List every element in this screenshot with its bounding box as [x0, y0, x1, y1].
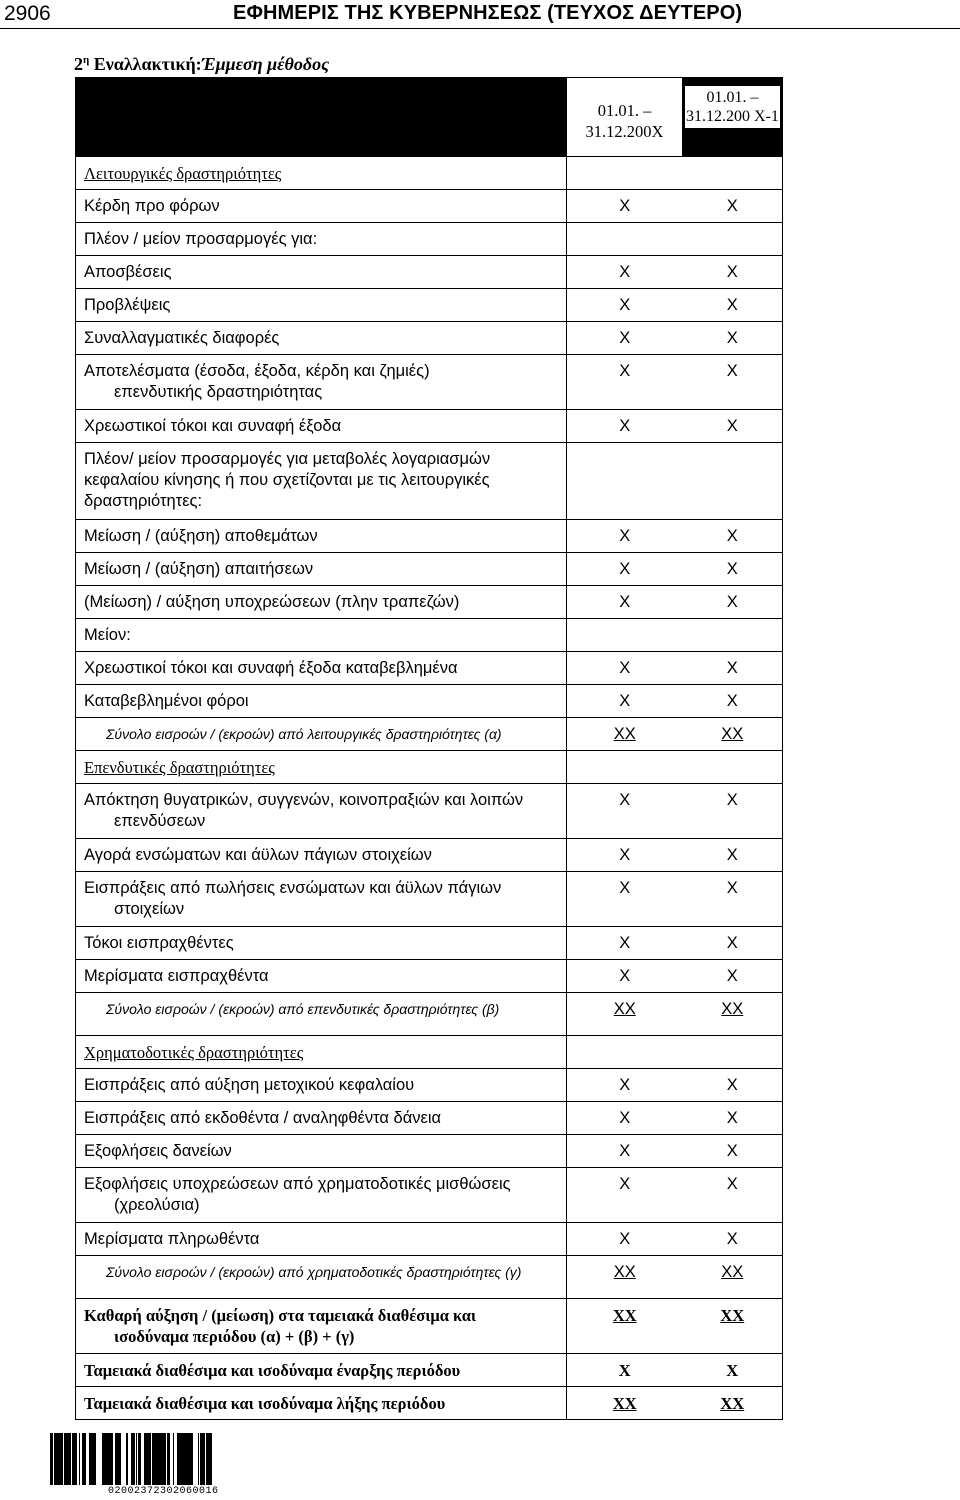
row-value-previous: Χ: [683, 410, 783, 443]
table-row: [76, 993, 783, 1036]
table-row: [76, 410, 783, 443]
row-label: [76, 1102, 567, 1135]
row-label: [76, 652, 567, 685]
table-row: [76, 784, 783, 839]
row-label: [76, 289, 567, 322]
row-value-current: Χ: [567, 1223, 683, 1256]
row-label: [76, 355, 567, 410]
table-row: [76, 1069, 783, 1102]
header-previous-period: [683, 78, 783, 157]
row-label-continuation: επενδυτικής δραστηριότητας: [114, 383, 323, 401]
row-value-current: Χ: [567, 784, 683, 839]
row-label-text: Μερίσματα εισπραχθέντα: [84, 967, 269, 985]
row-value-previous: Χ: [683, 586, 783, 619]
row-label-text: Καθαρή αύξηση / (μείωση) στα ταμειακά διαθέσιμα και: [84, 1306, 477, 1325]
table-row: [76, 960, 783, 993]
row-value-current: Χ: [567, 520, 683, 553]
table-row: [76, 751, 783, 784]
table-row: [76, 190, 783, 223]
row-blank-values: [567, 223, 783, 256]
cash-flow-table: [75, 77, 783, 1420]
row-value-current: Χ: [567, 685, 683, 718]
table-row: [76, 1387, 783, 1420]
row-label: [76, 619, 567, 652]
row-label: [76, 520, 567, 553]
header-blank-cell: [76, 78, 567, 157]
row-label: [76, 586, 567, 619]
table-row: [76, 1256, 783, 1299]
table-row: [76, 289, 783, 322]
row-label-text: Πλέον / μείον προσαρμογές για:: [84, 230, 318, 248]
row-value-current: Χ: [567, 1354, 683, 1387]
row-value-current: Χ: [567, 1135, 683, 1168]
row-label-text: Μείωση / (αύξηση) απαιτήσεων: [84, 560, 314, 578]
row-label-continuation: (χρεολύσια): [114, 1196, 200, 1214]
row-label-text: Κέρδη προ φόρων: [84, 197, 220, 215]
section-label: Εναλλακτική:: [93, 54, 202, 74]
row-blank-values: [567, 157, 783, 190]
row-value-previous: Χ: [683, 553, 783, 586]
table-row: [76, 1223, 783, 1256]
row-label: [76, 1256, 567, 1299]
row-value-previous: Χ: [683, 652, 783, 685]
row-blank-values: [567, 619, 783, 652]
barcode-number: 02002372302060016: [108, 1486, 219, 1497]
row-value-current: ΧΧ: [567, 993, 683, 1036]
table-row: [76, 839, 783, 872]
row-value-current: ΧΧ: [567, 718, 683, 751]
row-value-current: Χ: [567, 960, 683, 993]
row-label: [76, 443, 567, 520]
row-label: [76, 1135, 567, 1168]
row-label-text: Εισπράξεις από εκδοθέντα / αναληφθέντα δάνεια: [84, 1109, 442, 1127]
row-value-previous: Χ: [683, 685, 783, 718]
table-row: [76, 322, 783, 355]
table-row: [76, 223, 783, 256]
row-label: [76, 553, 567, 586]
row-label-text: Χρεωστικοί τόκοι και συναφή έξοδα: [84, 417, 342, 435]
row-label: [76, 157, 567, 190]
row-label-text: Χρεωστικοί τόκοι και συναφή έξοδα καταβεβλημένα: [84, 659, 458, 677]
row-label: [76, 256, 567, 289]
table-row: [76, 520, 783, 553]
previous-period-label: 01.01. – 31.12.200 Χ-1: [685, 86, 780, 128]
row-value-previous: Χ: [683, 256, 783, 289]
row-label-text: Εισπράξεις από πωλήσεις ενσώματων και άϋλων πάγιων: [84, 879, 502, 897]
row-label-text: Τόκοι εισπραχθέντες: [84, 934, 234, 952]
row-label-text: Επενδυτικές δραστηριότητες: [84, 758, 275, 777]
row-label-text: Συναλλαγματικές διαφορές: [84, 329, 280, 347]
row-label-text: Απόκτηση θυγατρικών, συγγενών, κοινοπραξιών και λοιπών: [84, 791, 524, 809]
row-value-previous: Χ: [683, 784, 783, 839]
row-value-previous: Χ: [683, 872, 783, 927]
table-row: [76, 1299, 783, 1354]
row-label: [76, 685, 567, 718]
table-row: [76, 652, 783, 685]
section-heading: [74, 54, 329, 75]
row-label-text: Εξοφλήσεις δανείων: [84, 1142, 232, 1160]
table-row: [76, 1135, 783, 1168]
row-value-current: ΧΧ: [567, 1256, 683, 1299]
row-value-current: ΧΧ: [567, 1299, 683, 1354]
table-row: [76, 553, 783, 586]
table-row: [76, 355, 783, 410]
table-row: [76, 443, 783, 520]
gazette-title: ΕΦΗΜΕΡΙΣ ΤΗΣ ΚΥΒΕΡΝΗΣΕΩΣ (ΤΕΥΧΟΣ ΔΕΥΤΕΡΟ): [233, 2, 743, 24]
table-row: [76, 619, 783, 652]
row-value-current: Χ: [567, 652, 683, 685]
row-label: [76, 751, 567, 784]
table-row: [76, 586, 783, 619]
row-label-continuation: επενδύσεων: [114, 812, 206, 830]
row-label-text: Πλέον/ μείον προσαρμογές για μεταβολές λογαριασμών κεφαλαίου κίνησης ή που σχετίζονται με τις λειτουργικές δραστηριότητες:: [84, 450, 491, 510]
row-value-current: Χ: [567, 1069, 683, 1102]
row-label: [76, 1168, 567, 1223]
row-label: [76, 1223, 567, 1256]
row-value-current: ΧΧ: [567, 1387, 683, 1420]
table-row: [76, 1354, 783, 1387]
page-header: [0, 0, 960, 29]
barcode-image: [50, 1433, 212, 1485]
row-label: [76, 1299, 567, 1354]
page-number: 2906: [4, 2, 51, 25]
row-value-current: Χ: [567, 410, 683, 443]
row-label-text: Ταμειακά διαθέσιμα και ισοδύναμα έναρξης περιόδου: [84, 1361, 461, 1380]
row-label-continuation: ισοδύναμα περιόδου (α) + (β) + (γ): [114, 1327, 355, 1346]
row-value-current: Χ: [567, 553, 683, 586]
row-value-previous: Χ: [683, 190, 783, 223]
row-label: [76, 322, 567, 355]
row-label-text: Μείωση / (αύξηση) αποθεμάτων: [84, 527, 318, 545]
row-label-text: Εξοφλήσεις υποχρεώσεων από χρηματοδοτικές μισθώσεις: [84, 1175, 511, 1193]
header-current-period: [567, 78, 683, 157]
row-value-previous: Χ: [683, 289, 783, 322]
table-row: [76, 927, 783, 960]
row-blank-values: [567, 443, 783, 520]
row-value-previous: ΧΧ: [683, 993, 783, 1036]
row-value-previous: Χ: [683, 1223, 783, 1256]
table-row: [76, 685, 783, 718]
row-value-previous: Χ: [683, 322, 783, 355]
cash-flow-body: [76, 78, 783, 1420]
row-label: [76, 1354, 567, 1387]
row-label-text: Αποσβέσεις: [84, 263, 172, 281]
row-value-current: Χ: [567, 256, 683, 289]
row-label: [76, 410, 567, 443]
row-value-previous: ΧΧ: [683, 1299, 783, 1354]
row-value-current: Χ: [567, 190, 683, 223]
row-label-text: Μείον:: [84, 626, 131, 644]
row-value-previous: Χ: [683, 1102, 783, 1135]
row-value-current: Χ: [567, 322, 683, 355]
row-value-current: Χ: [567, 355, 683, 410]
row-value-previous: Χ: [683, 839, 783, 872]
row-value-current: Χ: [567, 927, 683, 960]
table-header-row: [76, 78, 783, 157]
row-value-previous: Χ: [683, 520, 783, 553]
row-value-previous: Χ: [683, 960, 783, 993]
row-label-text: Προβλέψεις: [84, 296, 171, 314]
row-label-text: Σύνολο εισροών / (εκροών) από λειτουργικές δραστηριότητες (α): [106, 726, 502, 742]
row-value-previous: ΧΧ: [683, 1256, 783, 1299]
row-label-text: Αγορά ενσώματων και άϋλων πάγιων στοιχείων: [84, 846, 432, 864]
table-row: [76, 157, 783, 190]
row-value-previous: ΧΧ: [683, 718, 783, 751]
row-value-previous: Χ: [683, 1135, 783, 1168]
row-label: [76, 190, 567, 223]
row-label: [76, 1069, 567, 1102]
row-value-previous: Χ: [683, 927, 783, 960]
row-label: [76, 784, 567, 839]
row-label-text: Σύνολο εισροών / (εκροών) από επενδυτικές δραστηριότητες (β): [106, 1001, 500, 1017]
row-label: [76, 927, 567, 960]
row-label: [76, 718, 567, 751]
row-label: [76, 1387, 567, 1420]
row-value-current: Χ: [567, 839, 683, 872]
row-label-text: Ταμειακά διαθέσιμα και ισοδύναμα λήξης περιόδου: [84, 1394, 446, 1413]
row-label-text: Μερίσματα πληρωθέντα: [84, 1230, 260, 1248]
row-value-current: Χ: [567, 1168, 683, 1223]
row-value-previous: Χ: [683, 1354, 783, 1387]
row-value-current: Χ: [567, 1102, 683, 1135]
row-label: [76, 960, 567, 993]
row-value-previous: Χ: [683, 1069, 783, 1102]
row-value-previous: ΧΧ: [683, 1387, 783, 1420]
section-method: Έμμεση μέθοδος: [201, 54, 330, 74]
row-label-text: Αποτελέσματα (έσοδα, έξοδα, κέρδη και ζημιές): [84, 362, 430, 380]
row-label-text: Σύνολο εισροών / (εκροών) από χρηματοδοτικές δραστηριότητες (γ): [106, 1264, 522, 1280]
row-label-text: Χρηματοδοτικές δραστηριότητες: [84, 1043, 304, 1062]
table-row: [76, 1036, 783, 1069]
row-value-previous: Χ: [683, 1168, 783, 1223]
row-value-current: Χ: [567, 872, 683, 927]
row-label-text: Εισπράξεις από αύξηση μετοχικού κεφαλαίου: [84, 1076, 415, 1094]
row-value-previous: Χ: [683, 355, 783, 410]
row-label: [76, 1036, 567, 1069]
row-label: [76, 872, 567, 927]
row-label-continuation: στοιχείων: [114, 900, 185, 918]
row-label-text: (Μείωση) / αύξηση υποχρεώσεων (πλην τραπεζών): [84, 593, 460, 611]
table-row: [76, 872, 783, 927]
row-label-text: Καταβεβλημένοι φόροι: [84, 692, 249, 710]
row-label: [76, 993, 567, 1036]
row-blank-values: [567, 1036, 783, 1069]
row-label: [76, 223, 567, 256]
row-blank-values: [567, 751, 783, 784]
section-number: 2: [74, 54, 83, 74]
section-suffix: η: [83, 54, 90, 66]
row-label: [76, 839, 567, 872]
table-row: [76, 1102, 783, 1135]
table-row: [76, 718, 783, 751]
table-row: [76, 1168, 783, 1223]
row-value-current: Χ: [567, 289, 683, 322]
current-period-label: 01.01. – 31.12.200Χ: [585, 101, 664, 141]
row-value-current: Χ: [567, 586, 683, 619]
table-row: [76, 256, 783, 289]
row-label-text: Λειτουργικές δραστηριότητες: [84, 164, 282, 183]
